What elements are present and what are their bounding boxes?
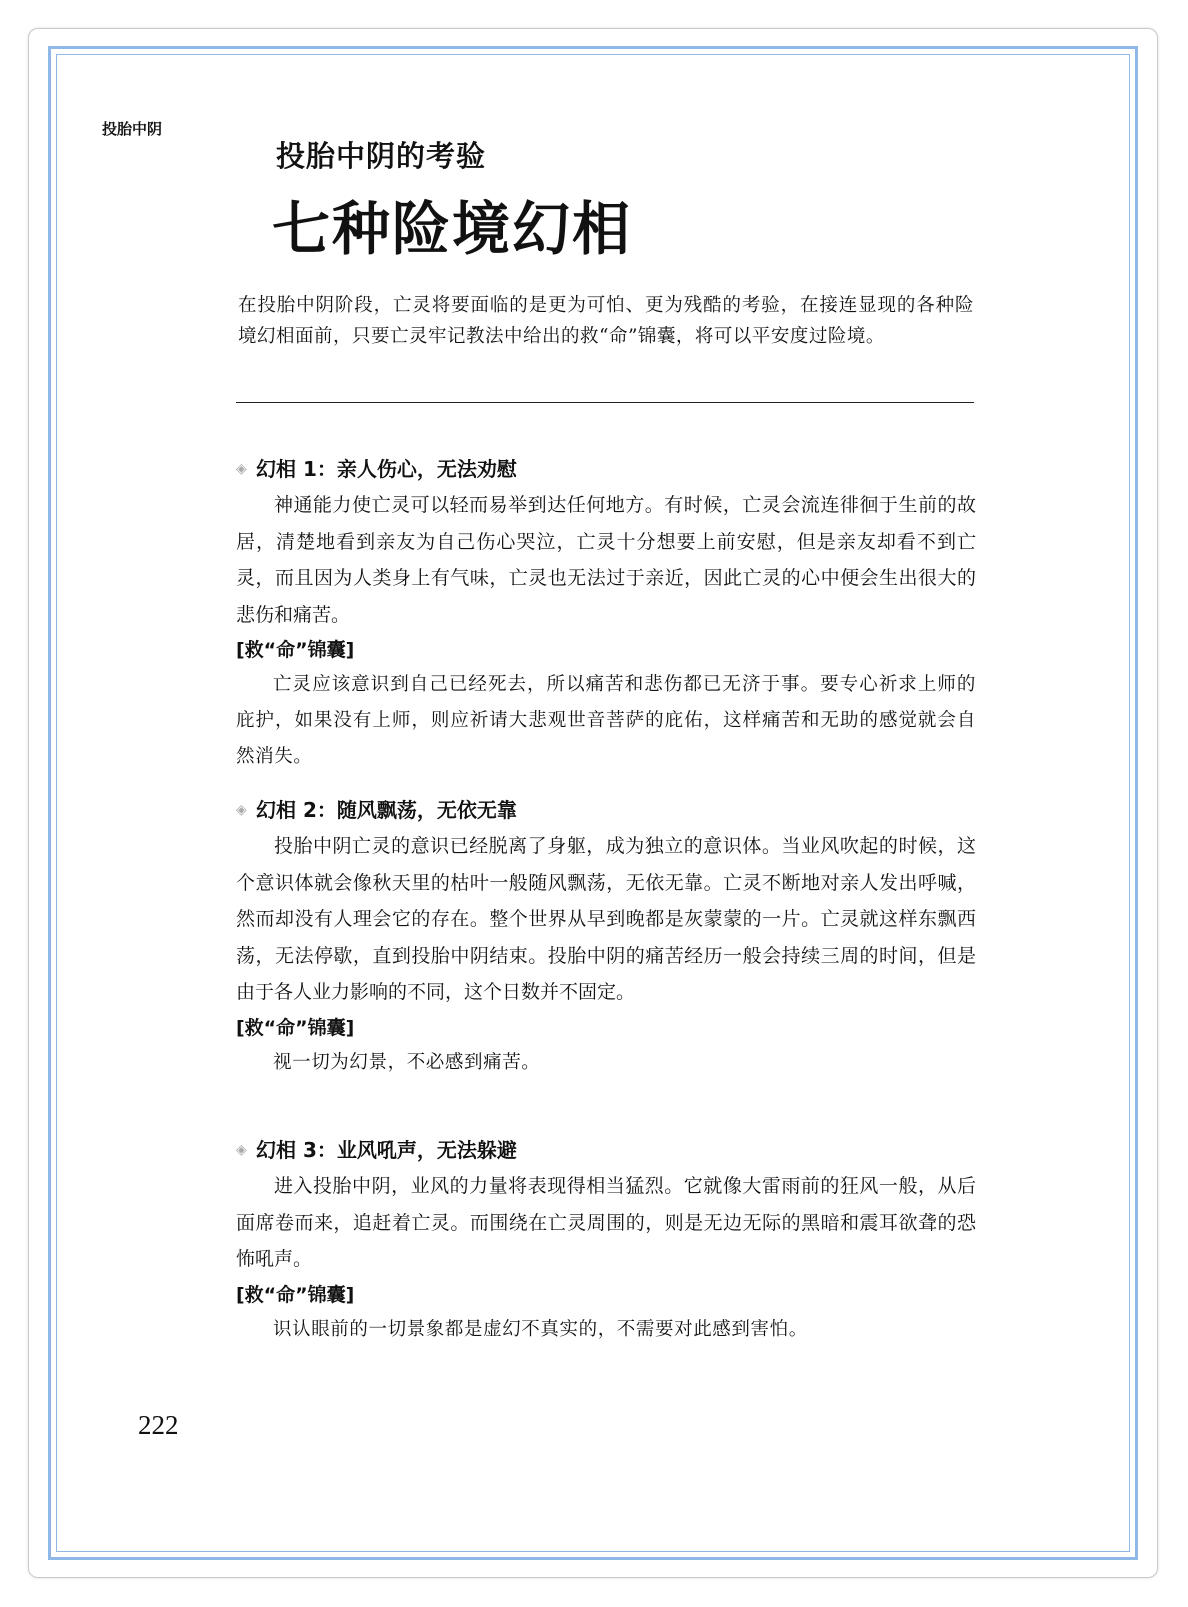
rescue-kit-body: 识认眼前的一切景象都是虚幻不真实的，不需要对此感到害怕。 (273, 1318, 808, 1340)
section-illusion-1 (236, 451, 976, 775)
page-title: 七种险境幻相 (272, 195, 633, 263)
section-heading (236, 1132, 976, 1168)
section-illusion-2 (236, 792, 976, 1081)
rescue-kit-heading: [救“命”锦囊] (236, 639, 355, 661)
section-heading-text: 幻相 2：随风飘荡，无依无靠 (256, 798, 517, 822)
rescue-kit-body: 亡灵应该意识到自己已经死去，所以痛苦和悲伤都已无济于事。要专心祈求上师的庇护，如果没有上师，则应祈请大悲观世音菩萨的庇佑，这样痛苦和无助的感觉就会自然消失。 (236, 674, 976, 767)
section-body: 进入投胎中阴，业风的力量将表现得相当猛烈。它就像大雷雨前的狂风一般，从后面席卷而来，追赶着亡灵。而围绕在亡灵周围的，则是无边无际的黑暗和震耳欲聋的恐怖吼声。 (236, 1175, 976, 1270)
section-heading-text: 幻相 1：亲人伤心，无法劝慰 (256, 457, 517, 481)
rescue-kit-heading: [救“命”锦囊] (236, 1283, 355, 1306)
page-subtitle: 投胎中阴的考验 (276, 139, 487, 173)
rescue-kit-body: 视一切为幻景，不必感到痛苦。 (273, 1051, 541, 1073)
running-head: 投胎中阴 (102, 120, 163, 138)
bullet-mark-icon: ◈ (236, 802, 247, 818)
section-heading-text: 幻相 3：业风吼声，无法躲避 (256, 1138, 517, 1162)
page-number: 222 (138, 1410, 179, 1440)
section-divider (236, 402, 974, 403)
section-body: 投胎中阴亡灵的意识已经脱离了身躯，成为独立的意识体。当业风吹起的时候，这个意识体就会像秋天里的枯叶一般随风飘荡，无依无靠。亡灵不断地对亲人发出呼喊，然而却没有人理会它的存在。整个世界从早到晚都是灰蒙蒙的一片。亡灵就这样东飘西荡，无法停歇，直到投胎中阴结束。投胎中阴的痛苦经历一般会持续三周的时间，但是由于各人业力影响的不同，这个日数并不固定。 (236, 835, 976, 1003)
bullet-mark-icon: ◈ (236, 461, 247, 477)
bullet-mark-icon: ◈ (236, 1142, 247, 1158)
section-illusion-3 (236, 1132, 976, 1348)
rescue-kit-heading: [救“命”锦囊] (236, 1016, 355, 1039)
section-body: 神通能力使亡灵可以轻而易举到达任何地方。有时候，亡灵会流连徘徊于生前的故居，清楚地看到亲友为自己伤心哭泣，亡灵十分想要上前安慰，但是亲友却看不到亡灵，而且因为人类身上有气味，亡灵也无法过于亲近，因此亡灵的心中便会生出很大的悲伤和痛苦。 (236, 494, 976, 626)
section-heading (236, 792, 976, 828)
section-heading (236, 451, 976, 487)
intro-paragraph: 在投胎中阴阶段，亡灵将要面临的是更为可怕、更为残酷的考验，在接连显现的各种险境幻相面前，只要亡灵牢记教法中给出的救“命”锦囊，将可以平安度过险境。 (238, 295, 974, 347)
